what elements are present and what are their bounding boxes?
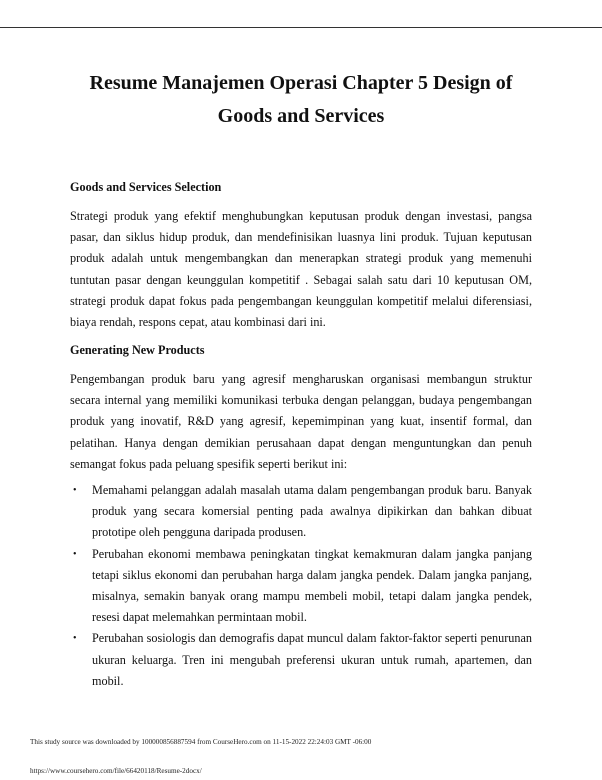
section-paragraph-generating-new-products: Pengembangan produk baru yang agresif mengharuskan organisasi membangun struktur secara internal yang memiliki komunikasi terbuka dengan pelanggan, budaya pengembangan produk yang inovatif, R&D yang agresif, kepemimpinan yang kuat, insentif formal, dan pelatihan. Hanya dengan demikian perusahaan dapat dengan menguntungkan dan penuh semangat fokus pada peluang spesifik seperti berikut ini: [70,372,532,471]
section-heading-generating-new-products: Generating New Products [70,343,205,357]
list-item [70,480,532,544]
bullet-list [70,480,532,692]
document-title: Resume Manajemen Operasi Chapter 5 Design of Goods and Services [89,72,513,127]
top-rule [0,27,602,28]
list-item-text: Memahami pelanggan adalah masalah utama dalam pengembangan produk baru. Banyak produk yang secara komersial penting pada awalnya dipikirkan dan bahkan dibuat prototipe oleh pengguna daripada produsen. [92,483,532,540]
section-heading-goods-services-selection: Goods and Services Selection [70,180,222,194]
list-item [70,544,532,629]
source-url-link[interactable]: https://www.coursehero.com/file/66420118/Resume-2docx/ [30,767,202,775]
bullet-icon: • [73,548,77,560]
bullet-icon: • [73,485,77,496]
download-notice: This study source was downloaded by 100000856887594 from CourseHero.com on 11-15-2022 22:24:03 GMT -06:00 [30,738,372,746]
list-item [70,628,532,692]
list-item-text: Perubahan sosiologis dan demografis dapat muncul dalam faktor-faktor seperti penurunan ukuran keluarga. Tren ini mengubah preferensi ukuran untuk rumah, apartemen, dan mobil. [92,631,532,688]
bullet-icon: • [73,633,77,645]
list-item-text: Perubahan ekonomi membawa peningkatan tingkat kemakmuran dalam jangka panjang tetapi siklus ekonomi dan perubahan harga dalam jangka pendek. Dalam jangka panjang, misalnya, semakin banyak orang mampu membeli mobil, tetapi dalam jangka pendek, resesi dapat melemahkan permintaan mobil. [92,546,532,625]
section-paragraph-goods-services-selection: Strategi produk yang efektif menghubungkan keputusan produk dengan investasi, pangsa pasar, dan siklus hidup produk, dan mendefinisikan luasnya lini produk. Tujuan keputusan produk adalah untuk mengembangkan dan menerapkan strategi produk yang memenuhi tuntutan pasar dengan keunggulan kompetitif . Sebagai salah satu dari 10 keputusan OM, strategi produk dapat fokus pada pengembangan keunggulan kompetitif melalui diferensiasi, biaya rendah, respons cepat, atau kombinasi dari ini. [70,209,532,330]
